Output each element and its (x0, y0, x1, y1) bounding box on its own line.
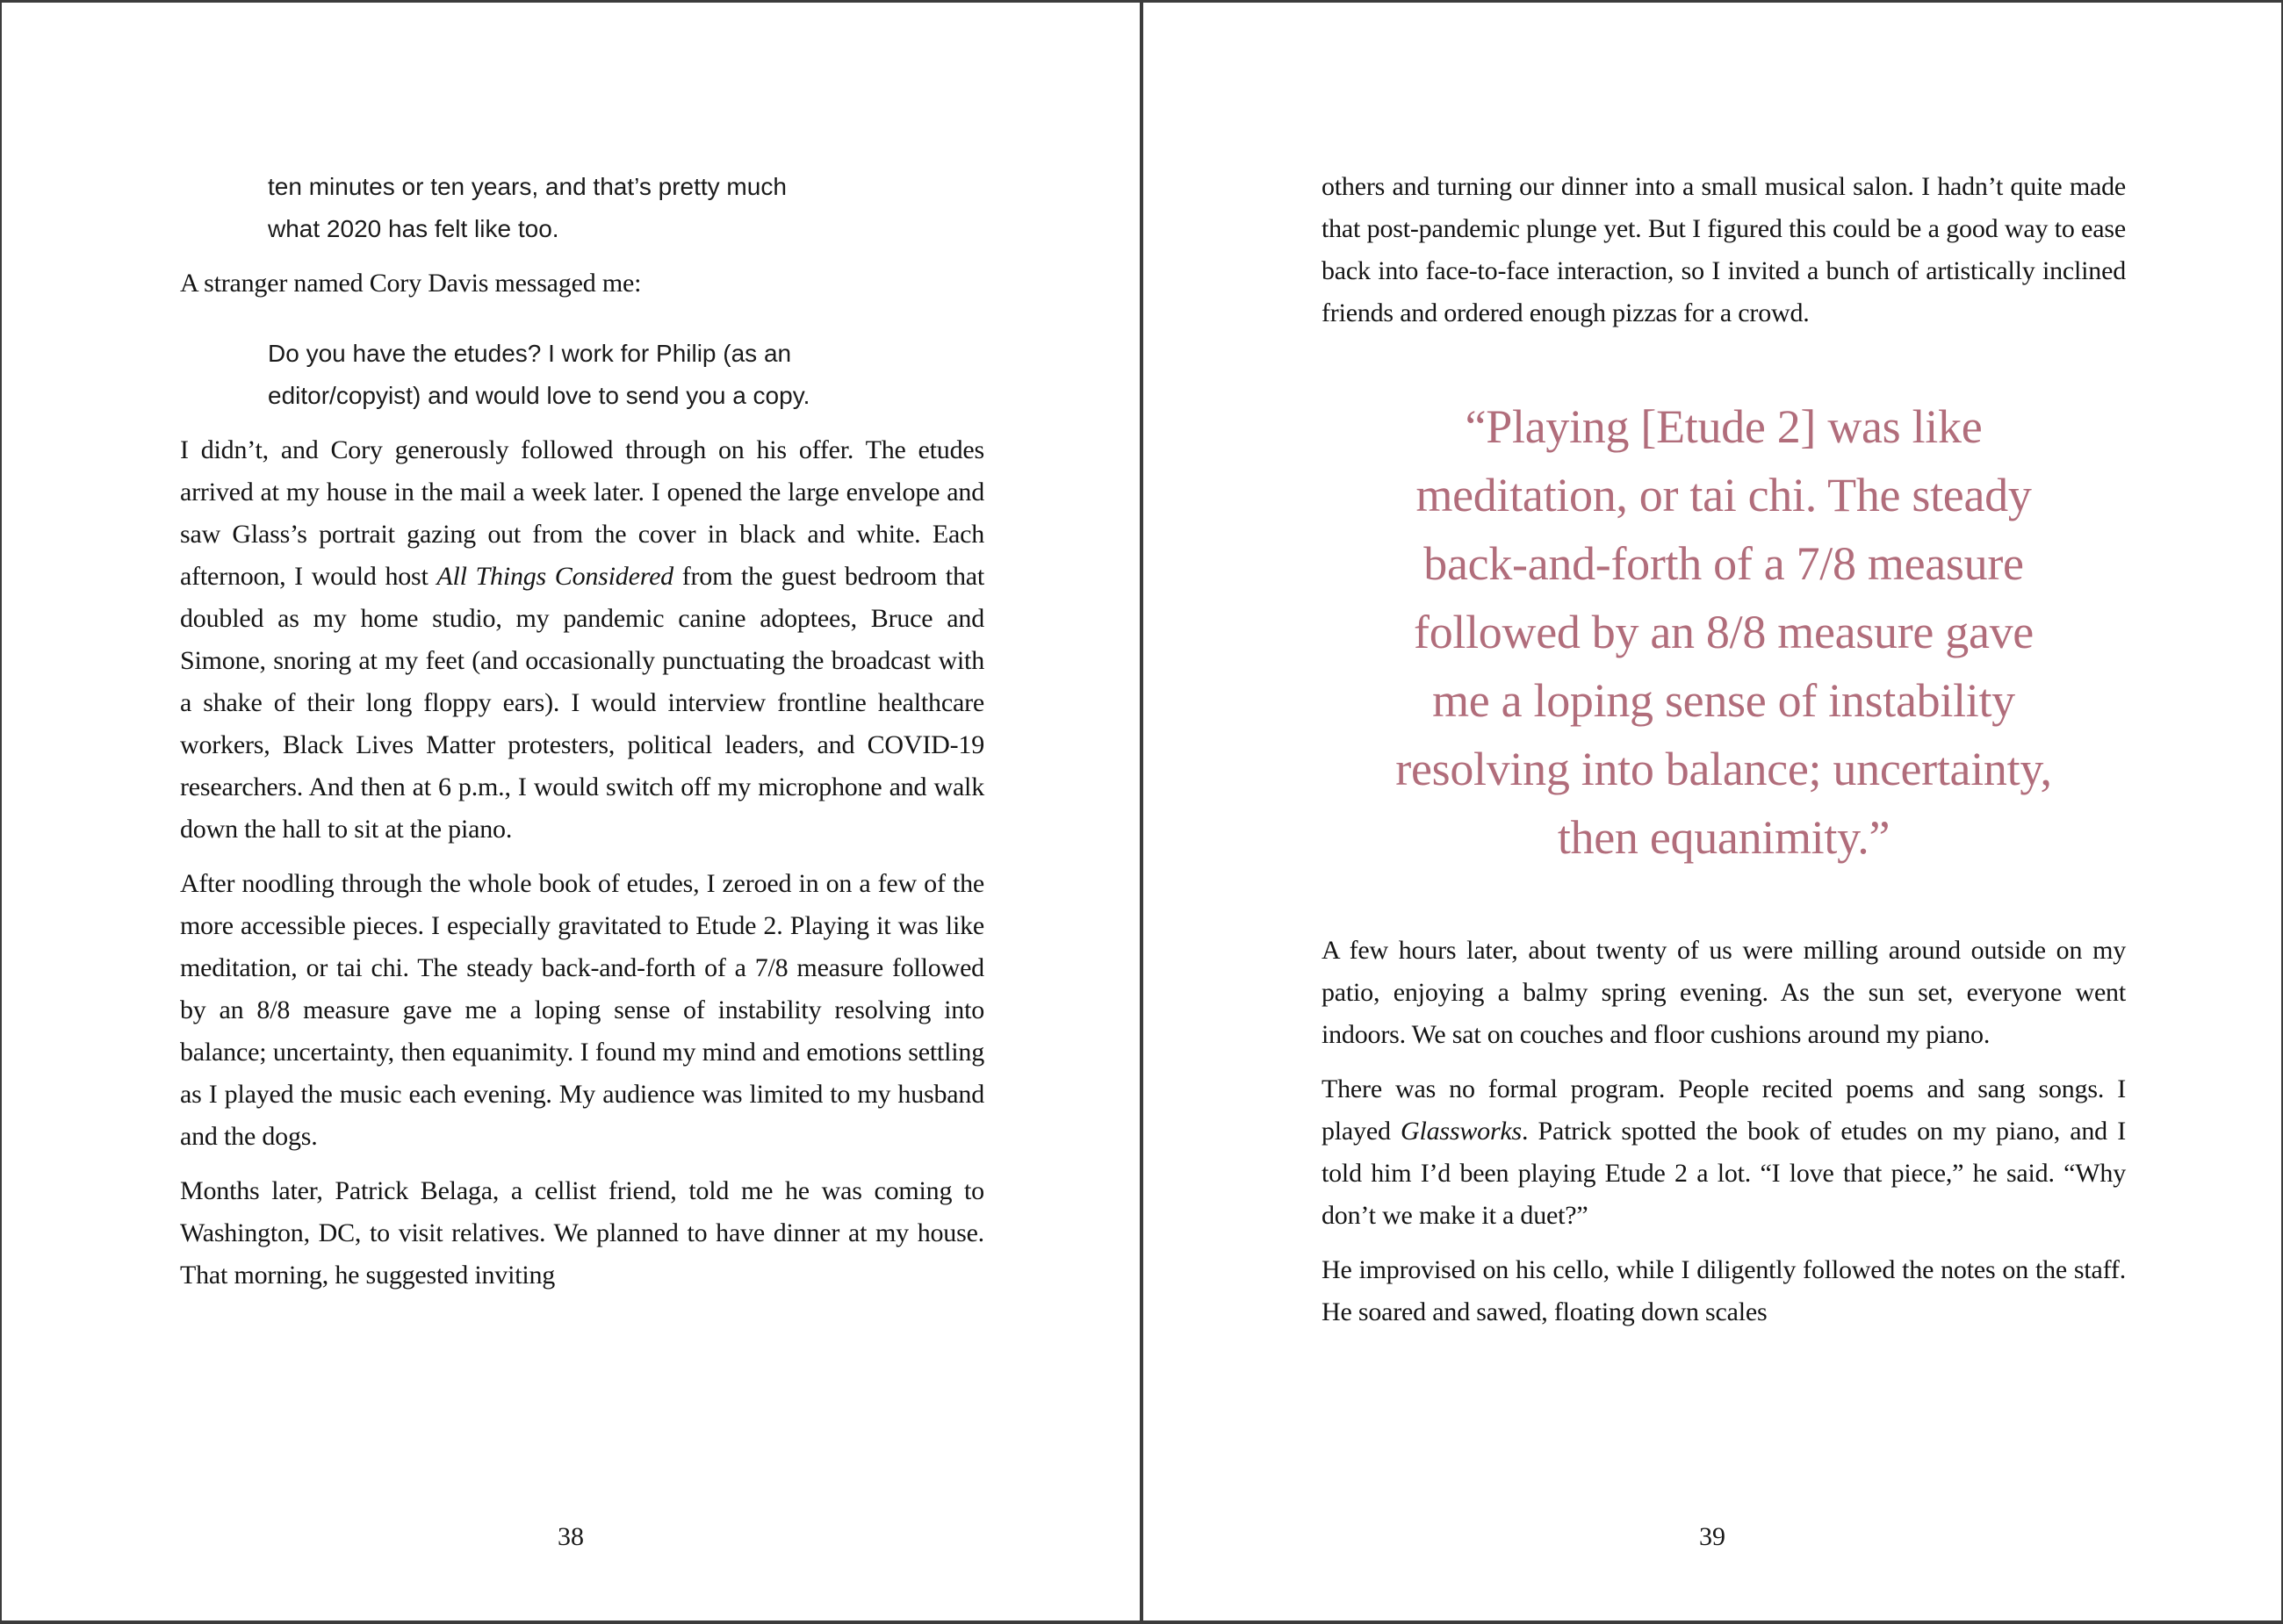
paragraph-text: There was no formal program. People recited poems and sang songs. I played (1322, 1074, 2126, 1146)
paragraph-text: A few hours later, about twenty of us were milling around outside on my patio, enjoying a balmy spring evening. As the sun set, everyone went indoors. We sat on couches and floor cushions around my piano. (1322, 936, 2126, 1049)
quote-line: then equanimity.” (1557, 811, 1890, 864)
quote-line: ten minutes or ten years, and that’s pretty much (268, 173, 787, 200)
page-number-right: 39 (1699, 1522, 1725, 1551)
quote-line: me a loping sense of instability (1432, 674, 2015, 727)
quote-line: editor/copyist) and would love to send you a copy. (268, 382, 810, 409)
left-page-content (180, 166, 984, 1297)
paragraph-text: others and turning our dinner into a small musical salon. I hadn’t quite made that post-pandemic plunge yet. But I figured this could be a good way to ease back into face-to-face interaction, so I invited a bunch of artistically inclined friends and ordered enough pizzas for a crowd. (1322, 172, 2126, 327)
paragraph-text: A stranger named Cory Davis messaged me: (180, 269, 642, 298)
body-paragraph (180, 863, 984, 1158)
body-paragraph (1322, 1068, 2126, 1237)
quote-line: “Playing [Etude 2] was like (1465, 400, 1983, 453)
inset-message-quote (268, 333, 870, 417)
paragraph-text: After noodling through the whole book of etudes, I zeroed in on a few of the more accessible pieces. I especially gravitated to Etude 2. Playing it was like meditation, or tai chi. The steady back-and-forth of a 7/8 measure followed by an 8/8 measure gave me a loping sense of instability resolving into balance; uncertainty, then equanimity. I found my mind and emotions settling as I played the music each evening. My audience was limited to my husband and the dogs. (180, 869, 984, 1151)
pull-quote (1322, 392, 2126, 872)
quote-line: what 2020 has felt like too. (268, 215, 559, 242)
right-page-content (1322, 166, 2126, 1333)
quote-line: back-and-forth of a 7/8 measure (1423, 537, 2024, 590)
body-paragraph (180, 1170, 984, 1297)
quote-line: resolving into balance; uncertainty, (1395, 743, 2052, 795)
inset-message-quote (268, 166, 870, 250)
quote-line: meditation, or tai chi. The steady (1415, 469, 2032, 521)
right-page (1143, 3, 2281, 1620)
body-paragraph (180, 429, 984, 851)
paragraph-text: . Patrick spotted the book of etudes on my piano, and I told him I’d been playing Etude 2 a lot. “I love that piece,” he said. “Why don’t we make it a duet?” (1322, 1117, 2126, 1230)
body-paragraph (1322, 930, 2126, 1056)
body-paragraph (180, 262, 984, 305)
paragraph-text: Months later, Patrick Belaga, a cellist friend, told me he was coming to Washington, DC, to visit relatives. We planned to have dinner at my house. That morning, he suggested inviting (180, 1176, 984, 1290)
left-page (2, 3, 1140, 1620)
quote-line: followed by an 8/8 measure gave (1414, 606, 2034, 658)
italic-title-text: All Things Considered (436, 562, 673, 591)
page-number-left: 38 (558, 1522, 584, 1551)
italic-title-text: Glassworks (1401, 1117, 1523, 1146)
quote-line: Do you have the etudes? I work for Philip (as an (268, 340, 792, 367)
paragraph-text: from the guest bedroom that doubled as my home studio, my pandemic canine adoptees, Bruce and Simone, snoring at my feet (and occasionally punctuating the broadcast with a shake of their long floppy ears). I would interview frontline healthcare workers, Black Lives Matter protesters, political leaders, and COVID-19 researchers. And then at 6 p.m., I would switch off my microphone and walk down the hall to sit at the piano. (180, 562, 984, 844)
paragraph-text: I didn’t, and Cory generously followed through on his offer. The etudes arrived at my house in the mail a week later. I opened the large envelope and saw Glass’s portrait gazing out from the cover in black and white. Each afternoon, I would host (180, 435, 984, 591)
body-paragraph (1322, 1249, 2126, 1333)
paragraph-text: He improvised on his cello, while I diligently followed the notes on the staff. He soared and sawed, floating down scales (1322, 1255, 2126, 1326)
body-paragraph (1322, 166, 2126, 334)
